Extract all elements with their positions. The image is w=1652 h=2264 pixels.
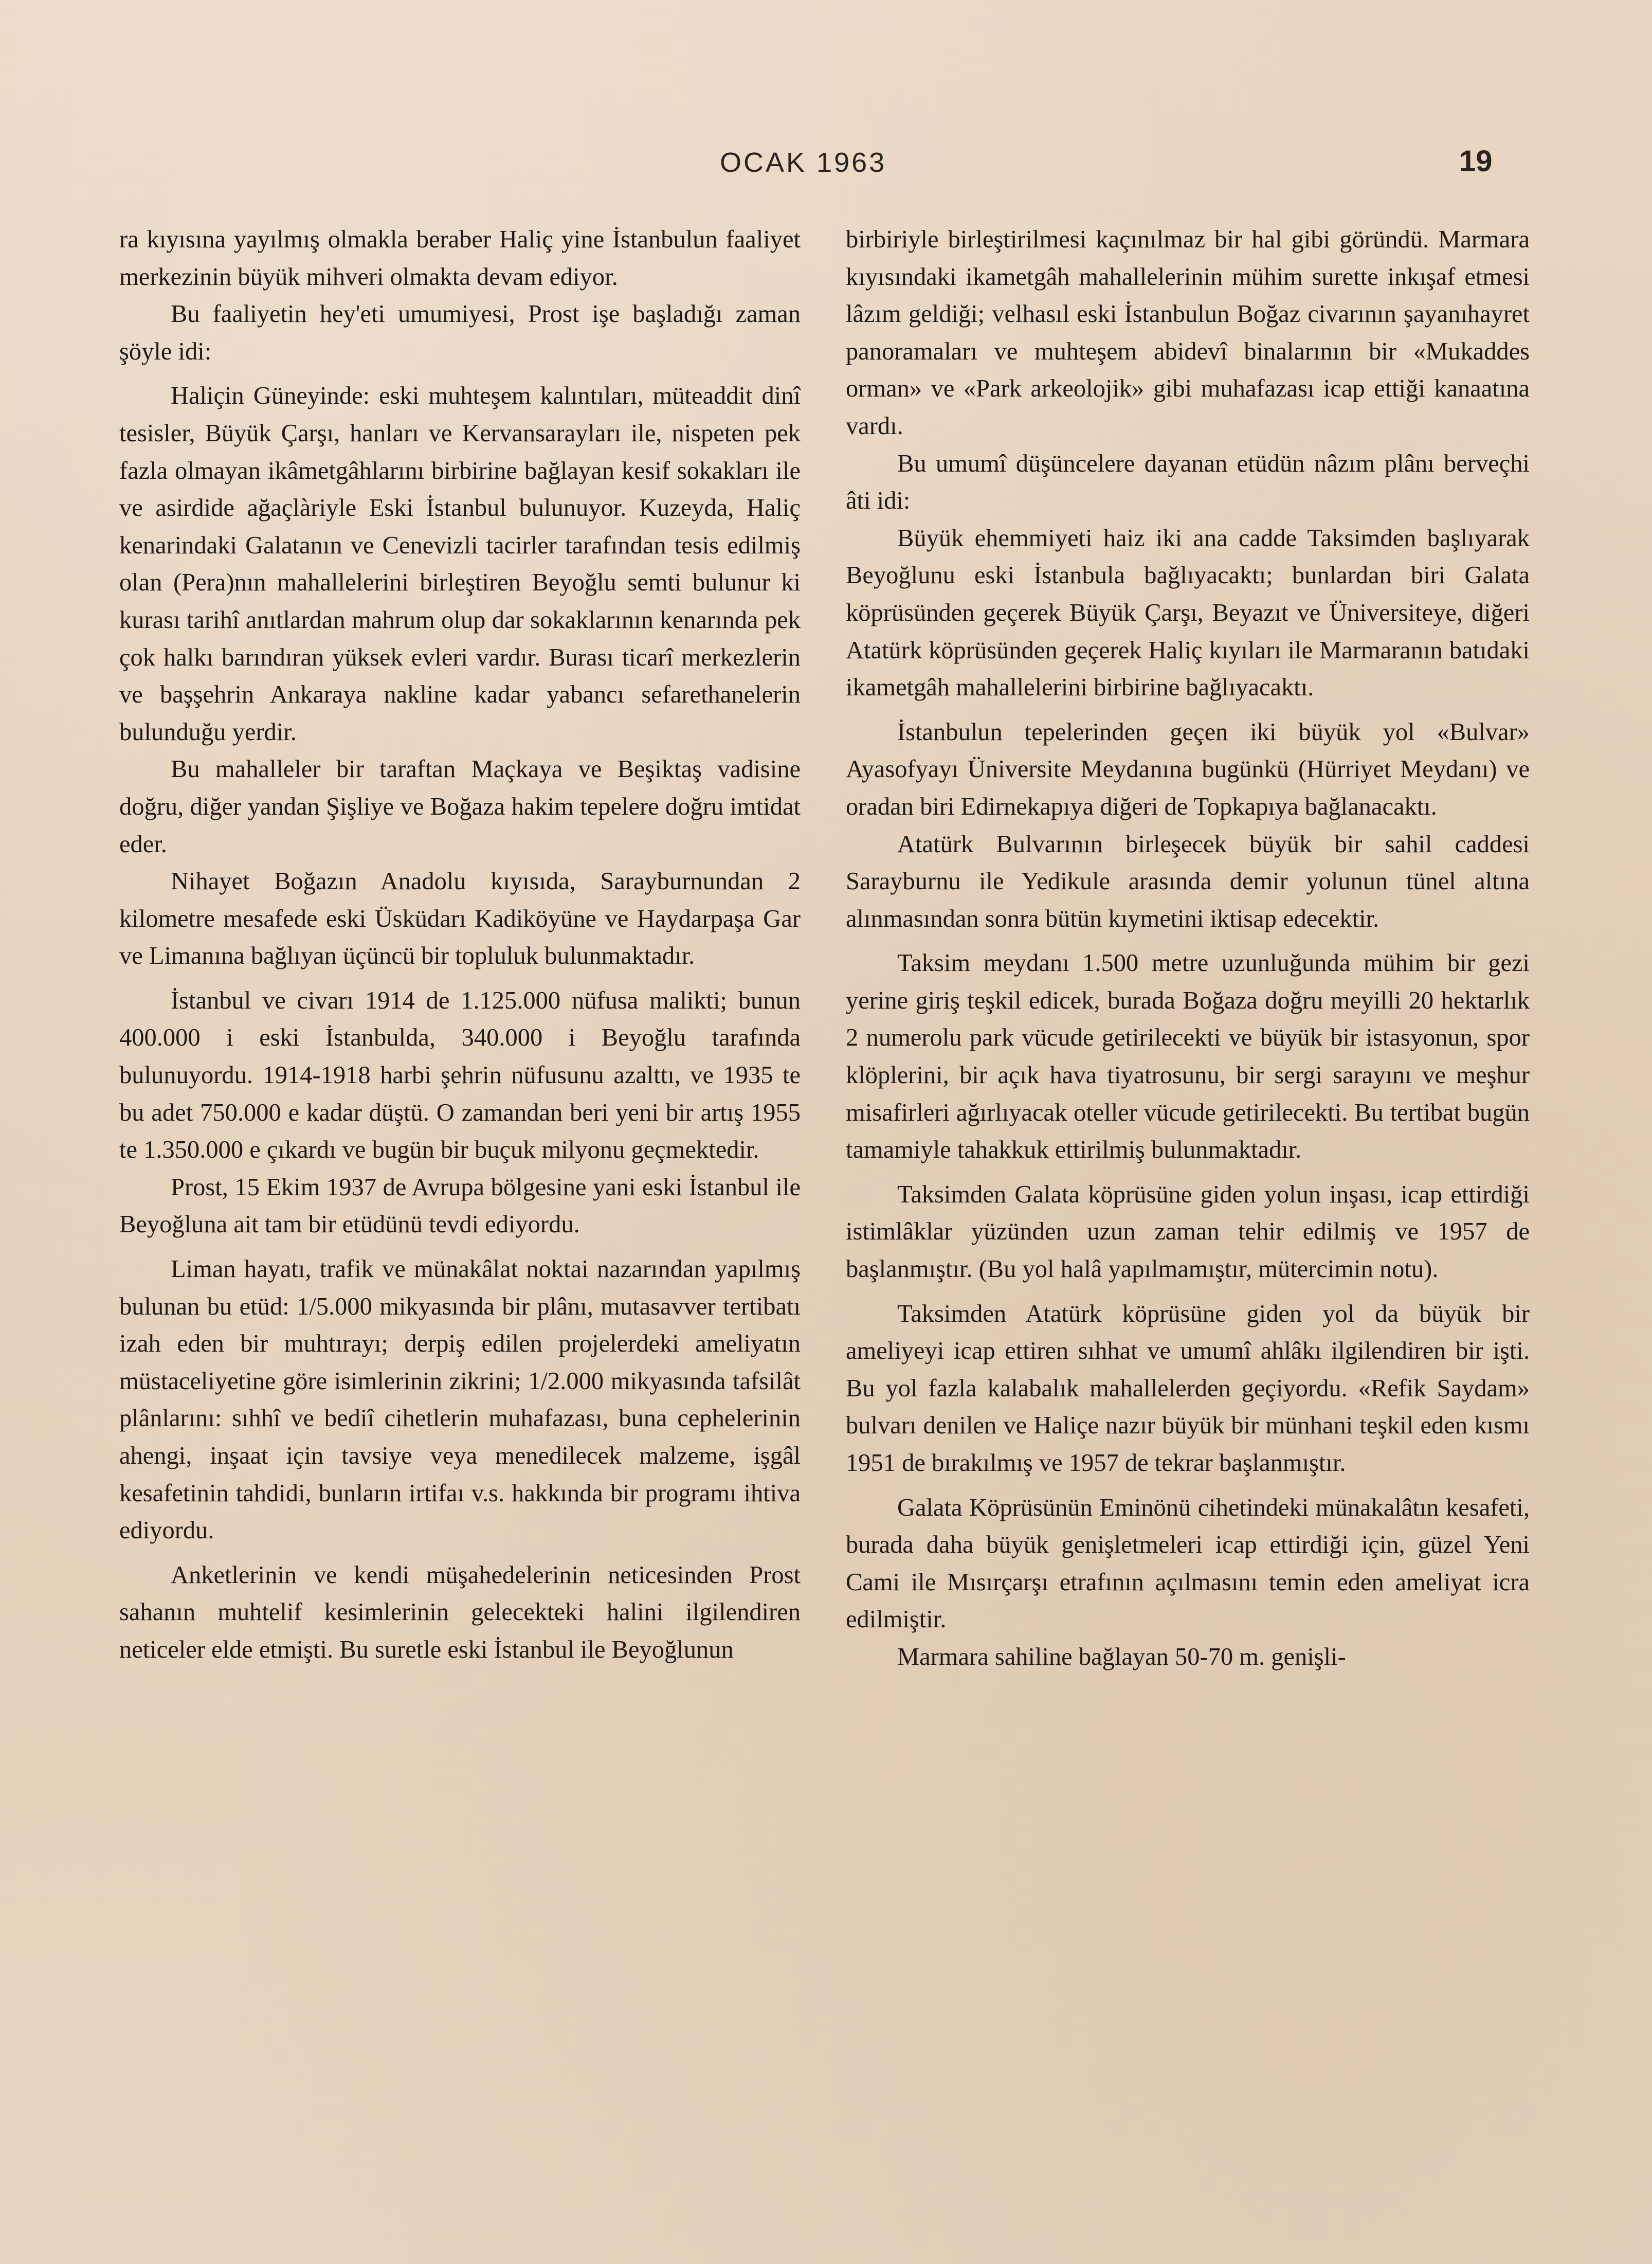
running-head: OCAK 1963 bbox=[720, 147, 887, 178]
paragraph: Bu faaliyetin hey'eti umumiyesi, Prost işe başladığı zaman şöyle idi: bbox=[119, 300, 801, 365]
paragraph: Marmara sahiline bağlayan 50-70 m. genişli- bbox=[897, 1643, 1346, 1670]
paragraph: Liman hayatı, trafik ve münakâlat noktai nazarından yapılmış bulunan bu etüd: 1/5.000 mikyasında bir plânı, mutasavver tertibatı izah eden bir muhtırayı; derpiş edilen projelerdeki ameliyatın müstaceliyetine göre isimlerinin zikrini; 1/2.000 mikyasında tafsilât plânlarını: sıhhî ve bediî cihetlerin muhafazası, buna cephelerinin ahengi, inşaat için tavsiye veya menedilecek malzeme, işgâl kesafetinin tahdidi, bunların irtifaı v.s. hakkında bir programı ihtiva ediyordu. bbox=[119, 1255, 801, 1544]
paragraph: birbiriyle birleştirilmesi kaçınılmaz bir hal gibi göründü. Marmara kıyısındaki ikametgâh mahallelerinin mühim surette inkışaf etmesi lâzım geldiği; velhasıl eski İstanbulun Boğaz civarının şayanıhayret panoramaları ve muhteşem abidevî binalarının bir «Mukaddes orman» ve «Park arkeolojik» gibi muhafazası icap ettiği kanaatına vardı. bbox=[846, 226, 1530, 440]
paragraph: Haliçin Güneyinde: eski muhteşem kalıntıları, müteaddit dinî tesisler, Büyük Çarşı, hanları ve Kervansarayları ile, nispeten pek fazla olmayan ikâmetgâhlarını birbirine bağlayan kesif sokakları ile ve asirdide ağaçlàriyle Eski İstanbul bulunuyor. Kuzeyda, Haliç kenarindaki Galatanın ve Cenevizli tacirler tarafından tesis edilmiş olan (Pera)nın mahallelerini birleştiren Beyoğlu semti bulunur ki kurası tarihî anıtlardan mahrum olup dar sokaklarının kenarında pek çok halkı barındıran yüksek evleri vardır. Burası ticarî merkezlerin ve başşehrin Ankaraya nakline kadar yabancı sefarethanelerin bulunduğu yerdir. bbox=[119, 382, 801, 746]
paragraph: Anketlerinin ve kendi müşahedelerinin neticesinden Prost sahanın muhtelif kesimlerinin gelecekteki halini ilgilendiren neticeler elde etmişti. Bu suretle eski İstanbul ile Beyoğlunun bbox=[119, 1561, 801, 1663]
paragraph: Taksimden Galata köprüsüne giden yolun inşası, icap ettirdiği istimlâklar yüzünden uzun zaman tehir edilmiş ve 1957 de başlanmıştır. (Bu yol halâ yapılmamıştır, mütercimin notu). bbox=[846, 1180, 1530, 1283]
paragraph: Bu umumî düşüncelere dayanan etüdün nâzım plânı berveçhi âti idi: bbox=[846, 450, 1530, 515]
paragraph: Galata Köprüsünün Eminönü cihetindeki münakalâtın kesafeti, burada daha büyük genişletmeleri icap ettirdiği için, güzel Yeni Cami ile Mısırçarşı etrafının açılmasını temin eden ameliyat icra edilmiştir. bbox=[846, 1494, 1530, 1633]
paragraph: Atatürk Bulvarının birleşecek büyük bir sahil caddesi Sarayburnu ile Yedikule arasında demir yolunun tünel altına alınmasından sonra bütün kıymetini iktisap edecektir. bbox=[846, 830, 1530, 932]
right-column bbox=[846, 221, 1530, 1676]
paragraph: Taksimden Atatürk köprüsüne giden yol da büyük bir ameliyeyi icap ettiren sıhhat ve umumî ahlâkı ilgilendiren bir işti. Bu yol fazla kalabalık mahallelerden geçiyordu. «Refik Saydam» bulvarı denilen ve Haliçe nazır büyük bir münhani teşkil eden kısmı 1951 de bırakılmış ve 1957 de tekrar başlanmıştır. bbox=[846, 1300, 1530, 1477]
paragraph: Büyük ehemmiyeti haiz iki ana cadde Taksimden başlıyarak Beyoğlunu eski İstanbula bağlıyacaktı; bunlardan biri Galata köprüsünden geçerek Büyük Çarşı, Beyazıt ve Üniversiteye, diğeri Atatürk köprüsünden geçerek Haliç kıyıları ile Marmaranın batıdaki ikametgâh mahallelerini birbirine bağlıyacaktı. bbox=[846, 524, 1530, 702]
paragraph: Nihayet Boğazın Anadolu kıyısıda, Sarayburnundan 2 kilometre mesafede eski Üsküdarı Kadiköyüne ve Haydarpaşa Gar ve Limanına bağlıyan üçüncü bir topluluk bulunmaktadır. bbox=[119, 868, 801, 970]
paragraph: Taksim meydanı 1.500 metre uzunluğunda mühim bir gezi yerine giriş teşkil edicek, burada Boğaza doğru meyilli 20 hektarlık 2 numerolu park vücude getirilecekti ve büyük bir istasyonun, spor klöplerini, bir açık hava tiyatrosunu, bir sergi sarayını ve meşhur misafirleri ağırlıyacak oteller vücude getirilecekti. Bu tertibat bugün tamamiyle tahakkuk ettirilmiş bulunmaktadır. bbox=[846, 949, 1530, 1164]
paragraph: İstanbulun tepelerinden geçen iki büyük yol «Bulvar» Ayasofyayı Üniversite Meydanına bugünkü (Hürriyet Meydanı) ve oradan biri Edirnekapıya diğeri de Topkapıya bağlanacaktı. bbox=[846, 718, 1530, 820]
paragraph: İstanbul ve civarı 1914 de 1.125.000 nüfusa malikti; bunun 400.000 i eski İstanbulda, 340.000 i Beyoğlu tarafında bulunuyordu. 1914-1918 harbi şehrin nüfusunu azalttı, ve 1935 te bu adet 750.000 e kadar düştü. O zamandan beri yeni bir artış 1955 te 1.350.000 e çıkardı ve bugün bir buçuk milyonu geçmektedir. bbox=[119, 986, 801, 1164]
left-column bbox=[119, 221, 801, 1669]
page-number: 19 bbox=[1459, 145, 1493, 178]
paragraph: ra kıyısına yayılmış olmakla beraber Haliç yine İstanbulun faaliyet merkezinin büyük mihveri olmakta devam ediyor. bbox=[119, 226, 801, 291]
paragraph: Prost, 15 Ekim 1937 de Avrupa bölgesine yani eski İstanbul ile Beyoğluna ait tam bir etüdünü tevdi ediyordu. bbox=[119, 1173, 801, 1238]
paragraph: Bu mahalleler bir taraftan Maçkaya ve Beşiktaş vadisine doğru, diğer yandan Şişliye ve Boğaza hakim tepelere doğru imtidat eder. bbox=[119, 756, 801, 858]
